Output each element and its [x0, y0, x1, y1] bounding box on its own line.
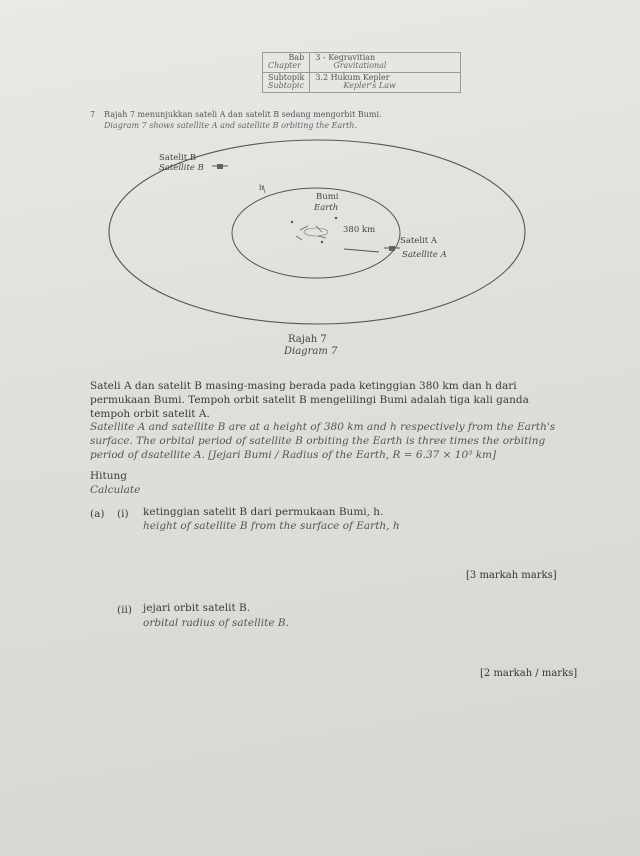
instruction-malay: Hitung — [90, 470, 127, 482]
chapter-label: Chapter — [268, 61, 301, 71]
subtopic-value: Kepler's Law — [343, 81, 396, 91]
paragraph-english-line-2: surface. The orbital period of satellite B orbiting the Earth is three times the orbiting — [90, 435, 546, 447]
question-intro-malay: Rajah 7 menunjukkan sateli A dan satelit B sedang mengorbit Bumi. — [104, 110, 382, 119]
satellite-a-label-malay: Satelit A — [400, 236, 438, 246]
bab-value: 3 - Kegravitian — [315, 53, 376, 62]
earth-sketch-mark — [296, 236, 302, 240]
earth-dot — [321, 241, 323, 243]
satellite-a-label-english: Satellite A — [402, 250, 447, 260]
bab-label: Bab — [288, 53, 305, 62]
satellite-b-label-malay: Satelit B — [159, 153, 197, 163]
part-a-label: (a) — [90, 508, 105, 520]
earth-dot — [335, 217, 337, 219]
paragraph-malay-line-3: tempoh orbit satelit A. — [90, 408, 210, 420]
part-i-malay: ketinggian satelit B dari permukaan Bumi, h. — [143, 506, 384, 518]
instruction-english: Calculate — [90, 484, 141, 496]
question-intro-english: Diagram 7 shows satellite A and satellite B orbiting the Earth. — [104, 121, 357, 130]
chapter-value: Gravitational — [333, 61, 387, 71]
earth-core-ring — [304, 228, 328, 236]
diagram-caption-malay: Rajah 7 — [288, 334, 327, 345]
earth-sketch-mark — [318, 236, 326, 238]
part-i-marks: [3 markah marks] — [466, 570, 557, 581]
paragraph-malay-line-1: Sateli A dan satelit B masing-masing berada pada ketinggian 380 km dan h dari — [90, 380, 517, 392]
part-ii-malay: jejari orbit satelit B. — [143, 602, 251, 614]
question-number: 7 — [90, 110, 96, 119]
height-h-label: h — [259, 184, 264, 192]
earth-label-english: Earth — [314, 203, 339, 213]
part-i-number: (i) — [117, 508, 129, 520]
earth-sketch-mark — [316, 226, 322, 232]
subtopik-label: Subtopik — [268, 72, 305, 82]
subtopik-value: 3.2 Hukum Kepler — [315, 72, 390, 82]
paragraph-english-line-1: Satellite A and satellite B are at a height of 380 km and h respectively from the Earth's — [90, 421, 556, 433]
distance-label: 380 km — [343, 225, 376, 235]
satellite-b-icon — [212, 164, 228, 169]
radius-line — [344, 249, 379, 252]
part-ii-english: orbital radius of satellite B. — [143, 617, 289, 629]
satellite-a-icon — [384, 246, 400, 251]
paragraph-english-line-3: period of dsatellite A. [Jejari Bumi / Radius of the Earth, R = 6.37 × 10³ km] — [90, 449, 497, 461]
earth-dot — [291, 221, 293, 223]
part-i-english: height of satellite B from the surface of Earth, h — [143, 520, 400, 532]
subtopic-label: Subtopic — [268, 81, 304, 91]
satellite-b-label-english: Satellite B — [159, 163, 204, 173]
part-ii-number: (ii) — [117, 604, 132, 616]
earth-label-malay: Bumi — [316, 192, 339, 202]
orbit-diagram — [0, 0, 640, 370]
part-ii-marks: [2 markah / marks] — [480, 668, 578, 679]
diagram-caption-english: Diagram 7 — [284, 346, 338, 357]
paragraph-malay-line-2: permukaan Bumi. Tempoh orbit satelit B mengelilingi Bumi adalah tiga kali ganda — [90, 394, 529, 406]
